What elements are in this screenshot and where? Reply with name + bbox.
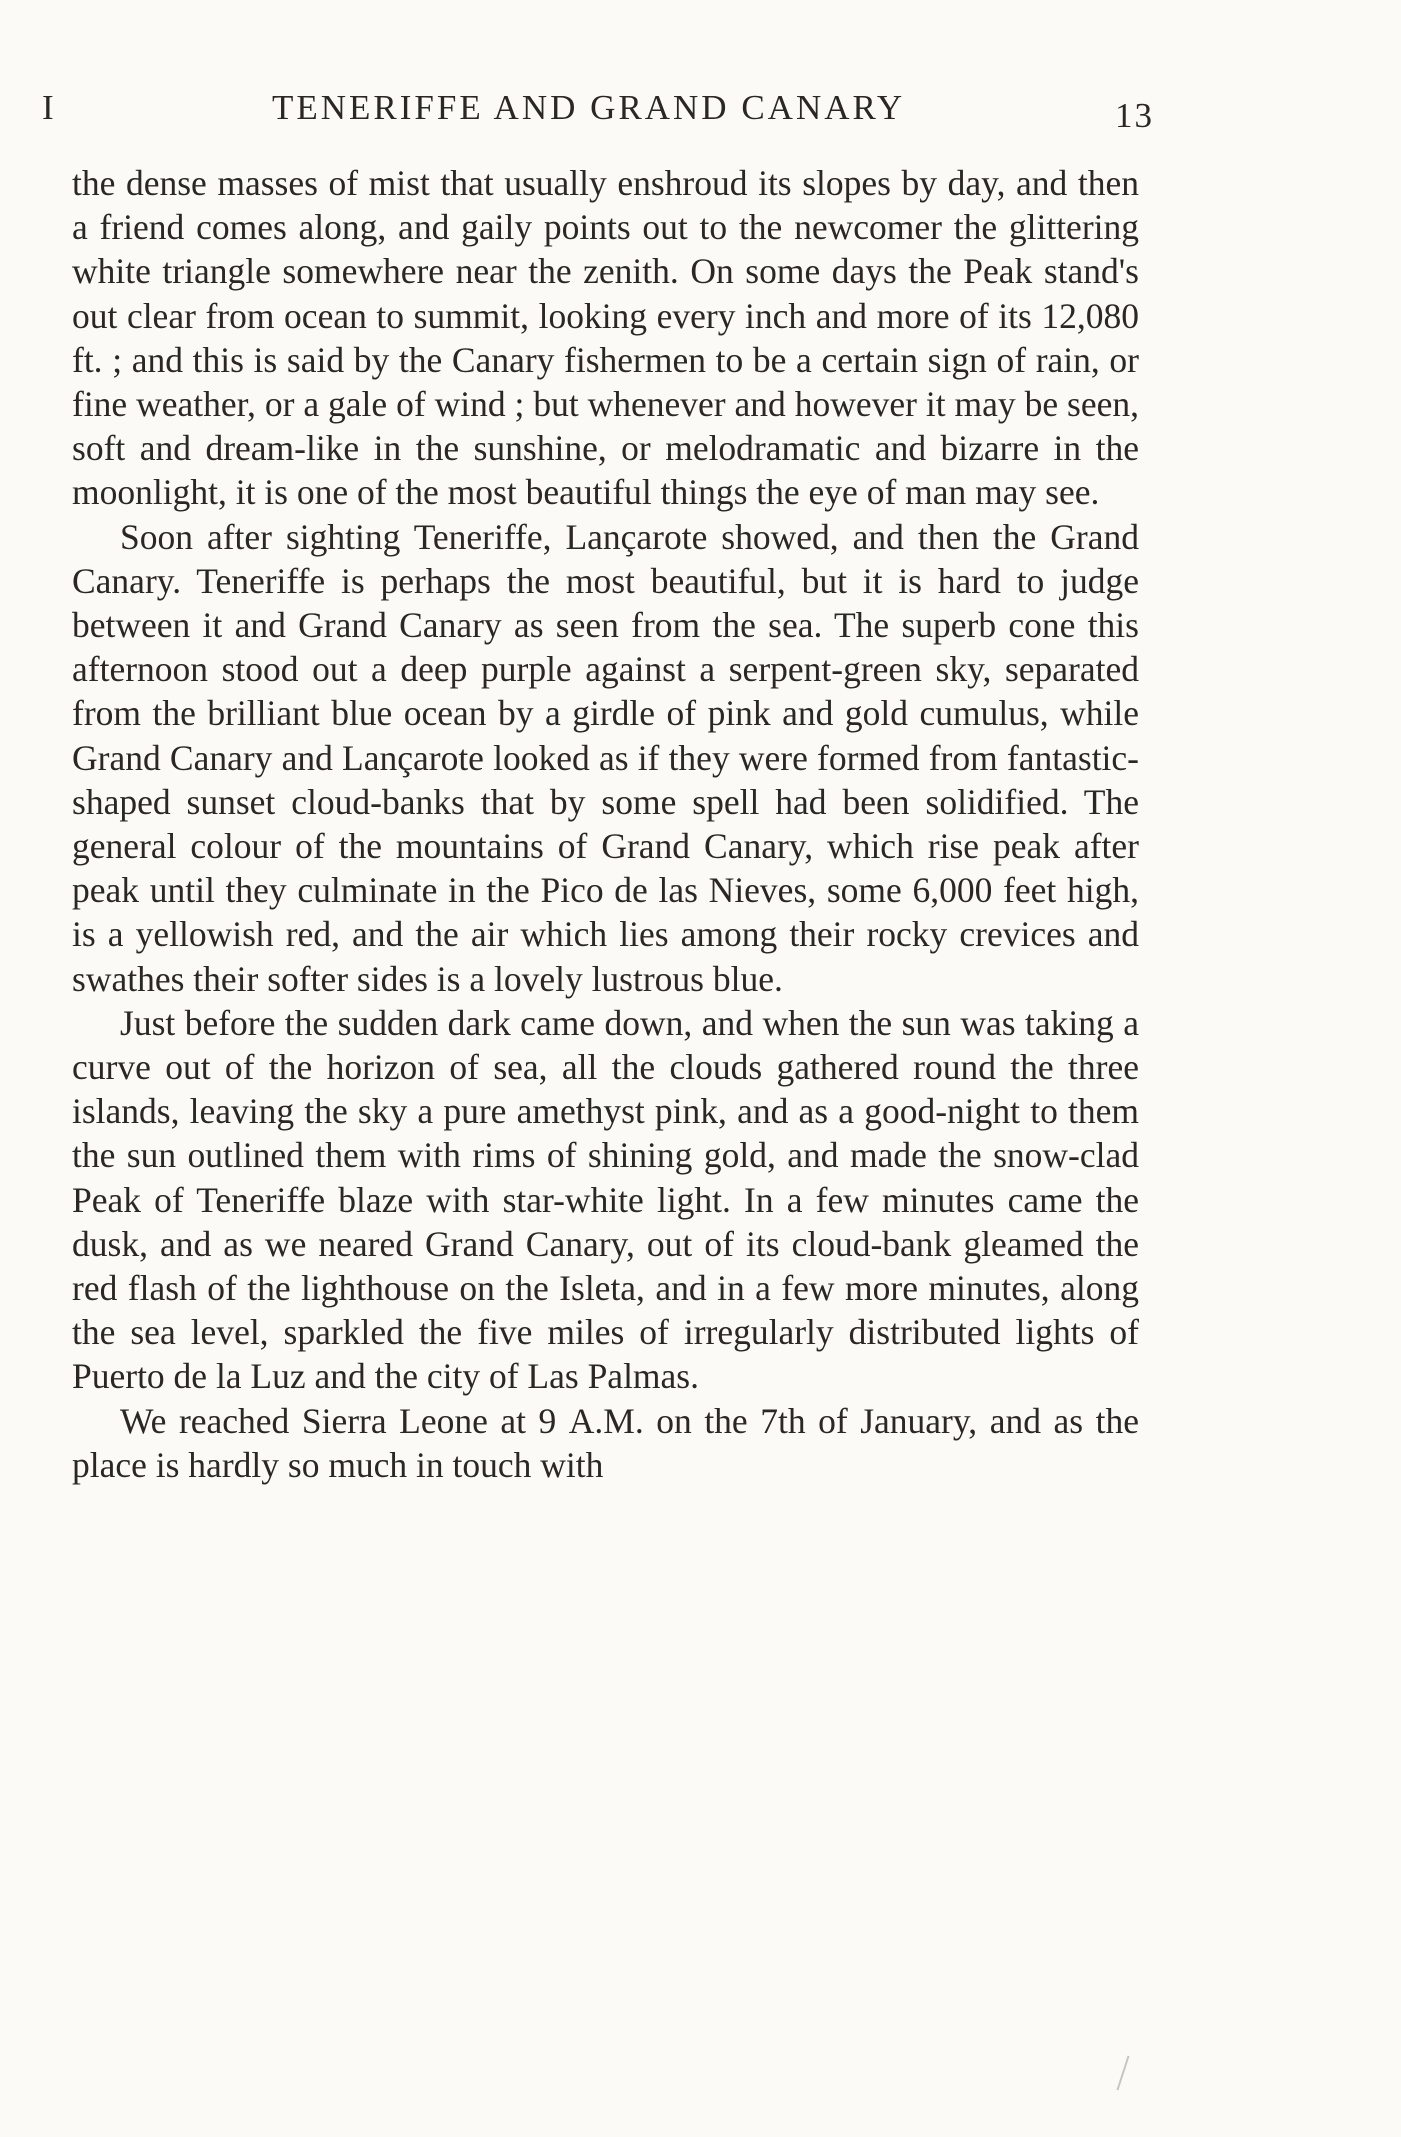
chapter-numeral: I <box>42 88 56 127</box>
paragraph-sierra-leone <box>72 1399 1139 1487</box>
running-title: TENERIFFE AND GRAND CANARY <box>272 88 906 127</box>
body-text <box>72 161 1139 1487</box>
paragraph-islands: Soon after sighting Teneriffe, Lançarote showed, and then the Grand Canary. Teneriffe is perhaps the most beautiful, but it is hard to judge between it and Grand Canary as seen from the sea. The superb cone this afternoon stood out a deep purple against a serpent-green sky, separated from the brilliant blue ocean by a girdle of pink and gold cumulus, while Grand Canary and Lançarote looked as if they were formed from fantastic-shaped sunset cloud-banks that by some spell had been solidified. The general colour of the mountains of Grand Canary, which rise peak after peak until they culminate in the Pico de las Nieves, some 6,000 feet high, is a yellowish red, and the air which lies among their rocky crevices and swathes their softer sides is a lovely lustrous blue. <box>72 516 1139 999</box>
sierra-leone-text-after: on the 7th of January, and as the place is hardly so much in touch with <box>72 1400 1139 1485</box>
paragraph-sunset: Just before the sudden dark came down, and when the sun was taking a curve out of the horizon of sea, all the clouds gathered round the three islands, leaving the sky a pure amethyst pink, and as a good-night to them the sun outlined them with rims of shining gold, and made the snow-clad Peak of Teneriffe blaze with star-white light. In a few minutes came the dusk, and as we neared Grand Canary, out of its cloud-bank gleamed the red flash of the lighthouse on the Isleta, and in a few more minutes, along the sea level, sparkled the five miles of irregularly distributed lights of Puerto de la Luz and the city of Las Palmas. <box>72 1002 1139 1397</box>
running-head <box>0 88 1401 138</box>
paragraph-continued: the dense masses of mist that usually enshroud its slopes by day, and then a friend comes along, and gaily points out to the newcomer the glittering white triangle somewhere near the zenith. On some days the Peak stand's out clear from ocean to summit, looking every inch and more of its 12,080 ft. ; and this is said by the Canary fishermen to be a certain sign of rain, or fine weather, or a gale of wind ; but whenever and however it may be seen, soft and dream-like in the sunshine, or melodramatic and bizarre in the moonlight, it is one of the most beautiful things the eye of man may see. <box>72 163 1139 513</box>
sierra-leone-text-before: We reached Sierra Leone at 9 <box>120 1400 569 1441</box>
page-number: 13 <box>1115 96 1154 135</box>
time-of-day: A.M. <box>568 1400 644 1441</box>
stray-pencil-mark <box>1116 2056 1129 2091</box>
